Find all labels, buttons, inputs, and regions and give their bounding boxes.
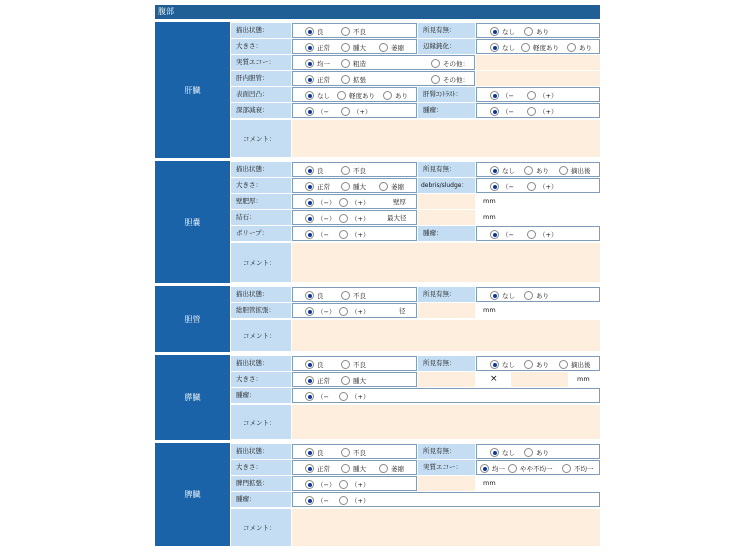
radio-circle-icon [527,182,536,191]
radio-present[interactable]: あり [383,90,408,101]
radio-group [476,162,600,177]
radio-uniform[interactable]: 均一 [480,463,505,474]
field-label: debris/sludge： [418,178,475,193]
radio-atrophy[interactable]: 萎縮 [379,463,404,474]
gb-row-wall [231,194,600,209]
radio-group [476,460,600,475]
radio-circle-icon [305,448,314,457]
radio-circle-icon [341,75,350,84]
radio-group [476,39,600,54]
radio-positive[interactable]: （+） [527,90,557,101]
radio-group [476,23,600,38]
radio-circle-icon [480,464,489,473]
radio-group [292,162,417,177]
radio-circle-icon [379,43,388,52]
other-input[interactable] [476,71,600,86]
radio-negative[interactable]: （− [305,229,329,240]
comment-label: コメント： [231,243,291,282]
max-diameter-input[interactable] [418,210,475,225]
radio-circle-icon [339,307,348,316]
field-label: 表面凹凸： [231,87,291,102]
radio-group [476,226,600,241]
radio-negative[interactable]: （− [305,495,329,506]
field-label: 所見有無： [418,162,475,177]
field-label: 所見有無： [418,444,475,459]
times-sign: × [490,374,498,384]
radio-enlarged[interactable]: 腫大 [341,375,366,386]
radio-circle-icon [524,166,533,175]
radio-circle-icon [490,448,499,457]
radio-poor[interactable]: 不良 [341,26,366,37]
wall-thickness-input[interactable] [418,194,475,209]
radio-none[interactable]: なし [490,165,515,176]
liver-row-visibility [231,23,600,38]
radio-circle-icon [524,27,533,36]
organ-label-bileduct: 胆管 [155,286,230,352]
radio-circle-icon [490,291,499,300]
radio-slightly-uneven[interactable]: やや不均一 [508,463,553,474]
radio-group [292,226,417,241]
radio-group [292,287,417,302]
radio-dilated[interactable]: 拡張 [341,74,366,85]
radio-circle-icon [305,214,314,223]
field-label: 総胆管拡張： [231,303,291,318]
comment-input[interactable] [292,509,600,546]
pc-row-size [231,372,600,387]
radio-circle-icon [339,392,348,401]
unit-label: mm [483,306,496,314]
field-label: ポリープ： [231,226,291,241]
radio-circle-icon [559,360,568,369]
radio-group [292,476,417,491]
radio-normal[interactable]: 正常 [305,375,330,386]
bd-row-dilation [231,303,600,318]
radio-circle-icon [339,480,348,489]
gb-row-stone [231,210,600,225]
radio-group [292,71,475,86]
radio-group [292,23,417,38]
radio-present[interactable]: あり [524,165,549,176]
radio-poor[interactable]: 不良 [341,165,366,176]
radio-normal[interactable]: 正常 [305,181,330,192]
radio-circle-icon [341,448,350,457]
unit-label: mm [577,375,590,383]
radio-none[interactable]: なし [490,290,515,301]
radio-circle-icon [339,230,348,239]
other-input[interactable] [476,55,600,70]
sp-row-visibility [231,444,600,459]
radio-none[interactable]: なし [490,447,515,458]
field-label: 脾門拡張： [231,476,291,491]
radio-circle-icon [524,448,533,457]
radio-removed[interactable]: 摘出後 [559,165,591,176]
radio-uniform[interactable]: 均一 [305,58,330,69]
radio-enlarged[interactable]: 腫大 [341,463,366,474]
radio-present[interactable]: あり [524,359,549,370]
gb-row-size [231,178,600,193]
field-label: 描出状態： [231,444,291,459]
form-frame [155,5,600,546]
comment-label: コメント： [231,405,291,439]
radio-circle-icon [341,43,350,52]
radio-circle-icon [431,75,440,84]
radio-positive[interactable]: （+） [339,495,369,506]
radio-circle-icon [490,230,499,239]
radio-circle-icon [341,107,350,116]
radio-circle-icon [341,27,350,36]
radio-positive[interactable]: （+） [339,306,369,317]
radio-group [292,210,417,225]
radio-normal[interactable]: 正常 [305,463,330,474]
radio-negative[interactable]: （− [305,391,329,402]
radio-circle-icon [341,182,350,191]
unit-label: mm [483,213,496,221]
radio-positive[interactable]: （+） [339,391,369,402]
radio-positive[interactable]: （+） [341,106,371,117]
pc-row-visibility [231,356,600,371]
sp-row-size [231,460,600,475]
radio-none[interactable]: なし [490,359,515,370]
radio-group [292,55,475,70]
unit-label: mm [483,479,496,487]
field-label: 描出状態： [231,23,291,38]
radio-group [292,103,417,118]
comment-input[interactable] [292,120,600,157]
field-label: 腫瘤： [418,226,475,241]
radio-circle-icon [305,43,314,52]
radio-circle-icon [341,464,350,473]
radio-atrophy[interactable]: 萎縮 [379,42,404,53]
radio-circle-icon [305,291,314,300]
radio-circle-icon [490,107,499,116]
organ-label-spleen: 脾臓 [155,443,230,546]
radio-circle-icon [341,59,350,68]
radio-circle-icon [379,182,388,191]
radio-circle-icon [490,360,499,369]
radio-circle-icon [490,27,499,36]
comment-label: コメント： [231,509,291,546]
radio-poor[interactable]: 不良 [341,290,366,301]
radio-circle-icon [567,43,576,52]
radio-uneven[interactable]: 不均一 [562,463,594,474]
radio-circle-icon [527,230,536,239]
pancreas-section [155,355,600,440]
field-label: 描出状態： [231,287,291,302]
organ-label-gallbladder: 胆嚢 [155,161,230,283]
radio-circle-icon [527,107,536,116]
radio-group [476,356,600,371]
radio-group [292,194,417,209]
radio-positive[interactable]: （+） [339,479,369,490]
field-label: 腫瘤： [231,492,291,507]
radio-negative[interactable]: （− [490,90,514,101]
diameter-label: 径 [399,307,406,315]
sp-row-mass [231,492,600,507]
radio-none[interactable]: なし [305,90,330,101]
radio-circle-icon [524,360,533,369]
radio-group [292,303,417,318]
radio-group [292,356,417,371]
radio-group [476,287,600,302]
hilum-input[interactable] [418,476,475,491]
radio-circle-icon [339,214,348,223]
radio-atrophy[interactable]: 萎縮 [379,181,404,192]
radio-circle-icon [305,230,314,239]
radio-mild[interactable]: 軽度あり [521,42,559,53]
radio-circle-icon [305,27,314,36]
radio-circle-icon [527,91,536,100]
max-diameter-label: 最大径 [387,214,407,222]
organ-label-pancreas: 膵臓 [155,355,230,440]
liver-section [155,22,600,158]
radio-mild[interactable]: 軽度あり [337,90,375,101]
radio-circle-icon [305,91,314,100]
radio-good[interactable]: 良 [305,290,324,301]
radio-circle-icon [431,59,440,68]
field-label: 壁肥厚： [231,194,291,209]
radio-group [292,492,600,507]
radio-good[interactable]: 良 [305,359,324,370]
radio-positive[interactable]: （+） [339,213,369,224]
field-label: 腫瘤： [418,103,475,118]
radio-positive[interactable]: （+） [339,229,369,240]
radio-normal[interactable]: 正常 [305,42,330,53]
radio-circle-icon [305,182,314,191]
field-label: 所見有無： [418,287,475,302]
field-label: 大きさ： [231,460,291,475]
radio-negative[interactable]: （− [490,181,514,192]
radio-normal[interactable]: 正常 [305,74,330,85]
spleen-section [155,443,600,546]
radio-present[interactable]: あり [524,447,549,458]
radio-negative[interactable]: （− [490,229,514,240]
radio-poor[interactable]: 不良 [341,447,366,458]
radio-circle-icon [337,91,346,100]
radio-good[interactable]: 良 [305,26,324,37]
radio-circle-icon [305,496,314,505]
radio-group [476,444,600,459]
bd-row-visibility [231,287,600,302]
radio-coarse[interactable]: 粗造 [341,58,366,69]
size-input-2[interactable] [511,372,568,387]
radio-circle-icon [305,392,314,401]
radio-circle-icon [305,360,314,369]
radio-enlarged[interactable]: 腫大 [341,42,366,53]
liver-row-surface [231,87,600,102]
radio-circle-icon [562,464,571,473]
radio-circle-icon [490,166,499,175]
field-label: 所見有無： [418,356,475,371]
radio-present[interactable]: あり [524,290,549,301]
radio-negative[interactable]: （− [490,106,514,117]
radio-none[interactable]: なし [490,26,515,37]
radio-circle-icon [521,43,530,52]
radio-negative[interactable]: （−） [305,213,335,224]
radio-circle-icon [490,91,499,100]
radio-circle-icon [339,496,348,505]
radio-present[interactable]: あり [524,26,549,37]
radio-positive[interactable]: （+） [339,197,369,208]
field-label: 深部減衰： [231,103,291,118]
radio-negative[interactable]: （−） [305,197,335,208]
field-label: 実質エコー： [231,55,291,70]
radio-circle-icon [490,182,499,191]
radio-present[interactable]: あり [567,42,592,53]
radio-circle-icon [305,464,314,473]
comment-input[interactable] [292,243,600,282]
gallbladder-section [155,161,600,283]
liver-row-ducts [231,71,600,86]
radio-circle-icon [524,291,533,300]
wall-thickness-label: 壁厚 [393,198,406,206]
radio-group [292,178,417,193]
radio-circle-icon [339,198,348,207]
radio-negative[interactable]: （− [305,106,329,117]
radio-circle-icon [305,59,314,68]
field-label: 辺縁鈍化： [418,39,475,54]
radio-group [292,39,417,54]
comment-input[interactable] [292,405,600,439]
field-label: 肝腎ｺﾝﾄﾗｽﾄ： [418,87,475,102]
comment-input[interactable] [292,320,600,351]
unit-label: mm [483,197,496,205]
field-label: 実質エコー： [418,460,475,475]
radio-other[interactable]: その他： [431,74,469,85]
field-label: 腫瘤： [231,388,291,403]
radio-group [292,372,417,387]
radio-circle-icon [383,91,392,100]
radio-none[interactable]: なし [490,42,515,53]
radio-circle-icon [305,198,314,207]
gb-row-visibility [231,162,600,177]
size-input-1[interactable] [418,372,475,387]
pc-row-mass [231,388,600,403]
radio-other[interactable]: その他： [431,58,469,69]
radio-positive[interactable]: （+） [527,181,557,192]
radio-circle-icon [305,107,314,116]
comment-label: コメント： [231,120,291,157]
radio-circle-icon [305,376,314,385]
radio-group [476,103,600,118]
field-label: 大きさ： [231,178,291,193]
radio-group [292,87,417,102]
radio-circle-icon [305,166,314,175]
radio-enlarged[interactable]: 腫大 [341,181,366,192]
radio-circle-icon [490,43,499,52]
radio-circle-icon [559,166,568,175]
radio-poor[interactable]: 不良 [341,359,366,370]
radio-negative[interactable]: （−） [305,306,335,317]
radio-circle-icon [305,480,314,489]
radio-good[interactable]: 良 [305,447,324,458]
radio-negative[interactable]: （−） [305,479,335,490]
radio-circle-icon [341,166,350,175]
field-label: 結石： [231,210,291,225]
field-label: 描出状態： [231,356,291,371]
radio-group [292,388,600,403]
field-label: 所見有無： [418,23,475,38]
radio-positive[interactable]: （+） [527,229,557,240]
field-label: 大きさ： [231,39,291,54]
liver-row-size [231,39,600,54]
comment-label: コメント： [231,320,291,351]
liver-row-attenuation [231,103,600,118]
field-label: 描出状態： [231,162,291,177]
radio-circle-icon [508,464,517,473]
radio-circle-icon [305,75,314,84]
organ-label-liver: 肝臓 [155,22,230,158]
radio-group [476,87,600,102]
radio-good[interactable]: 良 [305,165,324,176]
radio-circle-icon [379,464,388,473]
section-title: 腹部 [155,5,600,19]
liver-row-echo [231,55,600,70]
radio-circle-icon [341,360,350,369]
bileduct-section [155,286,600,352]
radio-positive[interactable]: （+） [527,106,557,117]
radio-group [292,460,417,475]
radio-group [292,444,417,459]
radio-removed[interactable]: 摘出後 [559,359,591,370]
diameter-input[interactable] [418,303,475,318]
field-label: 肝内胆管： [231,71,291,86]
gb-row-polyp [231,226,600,241]
radio-circle-icon [341,291,350,300]
field-label: 大きさ： [231,372,291,387]
radio-group [476,178,600,193]
radio-circle-icon [305,307,314,316]
radio-circle-icon [341,376,350,385]
sp-row-hilum [231,476,600,491]
